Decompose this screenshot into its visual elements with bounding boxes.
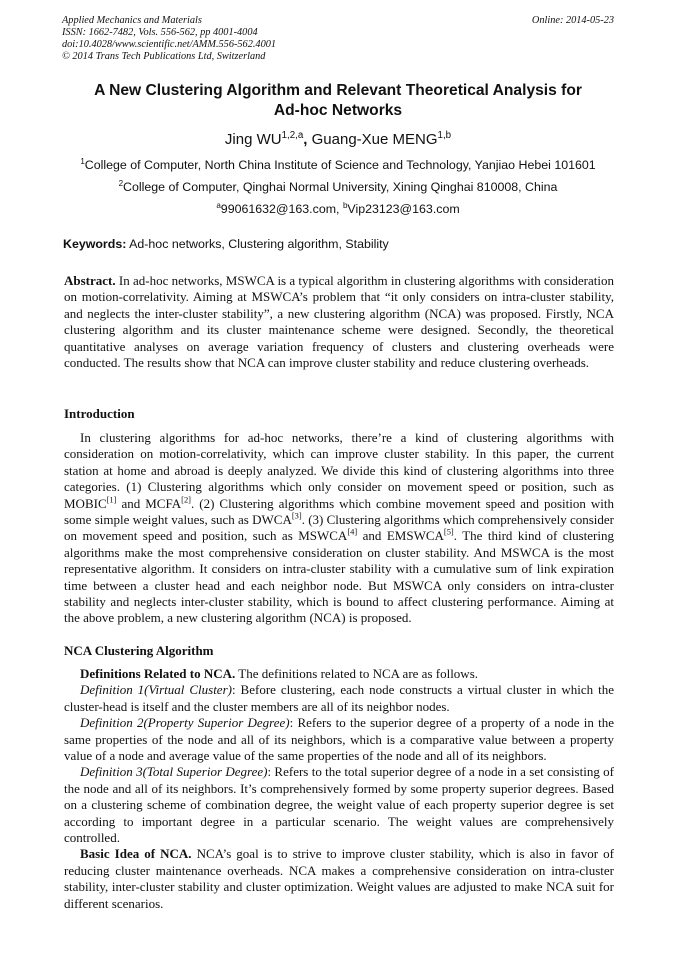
- citation: [4]: [347, 527, 358, 538]
- author-list: [62, 130, 614, 150]
- copyright-line: © 2014 Trans Tech Publications Ltd, Switzerland: [62, 51, 266, 62]
- paragraph-text: : Refers to the total superior degree of a node in a set consisting of the node and all of its neighbors. It’s comprehensively formed by some property superior degrees. Based on a clustering scheme of combination degree, the weight value of each property superior degree is set according to important degree in a particular scenario. The weight values are comprehensively controlled.: [64, 764, 614, 846]
- citation: [1]: [106, 494, 117, 505]
- keywords: [63, 236, 389, 252]
- affiliation: [62, 157, 614, 173]
- section-heading: NCA Clustering Algorithm: [64, 643, 214, 658]
- section-heading: Introduction: [64, 406, 135, 421]
- paragraph-text: : Before clustering, each node constructs a virtual cluster in which the cluster-head is itself and the cluster members are all of its neighbor nodes.: [64, 682, 615, 714]
- citation: [2]: [181, 494, 191, 505]
- email-text: 99061632@163.com,: [220, 202, 340, 216]
- doi-line: doi:10.4028/www.scientific.net/AMM.556-562.4001: [62, 39, 277, 50]
- journal-name: Applied Mechanics and Materials: [62, 15, 202, 26]
- author-affiliation-mark: 1,2,a: [281, 130, 304, 141]
- keywords-text: Ad-hoc networks, Clustering algorithm, Stability: [129, 237, 389, 251]
- citation: [5]: [443, 527, 454, 538]
- affiliation-text: College of Computer, North China Institute of Science and Technology, Yanjiao Hebei 101601: [84, 158, 596, 172]
- keywords-label: Keywords:: [63, 237, 127, 251]
- intro-text: and MCFA: [116, 495, 182, 511]
- title-line-1: A New Clustering Algorithm and Relevant Theoretical Analysis for: [94, 82, 582, 99]
- subsection-label: Definitions Related to NCA.: [80, 666, 236, 681]
- intro-text: . (2) Clustering algorithms which combine movement speed and position with some simple weight values, such as DWCA: [64, 495, 614, 528]
- affiliation: [62, 179, 614, 195]
- online-date: Online: 2014-05-23: [531, 15, 614, 26]
- journal-header: [62, 15, 276, 63]
- email-mark: b: [342, 200, 348, 210]
- title-line-2: Ad-hoc Networks: [273, 102, 403, 119]
- author-name: Guang-Xue MENG: [311, 131, 438, 148]
- abstract-label: Abstract.: [64, 273, 116, 288]
- paper-title: [62, 81, 614, 121]
- author-separator: ,: [303, 131, 308, 148]
- definition-label: Definition 2(Property Superior Degree): [80, 715, 290, 731]
- subsection-label: Basic Idea of NCA.: [80, 846, 192, 862]
- paragraph-text: The definitions related to NCA are as follows.: [235, 666, 478, 681]
- author-name: Jing WU: [224, 131, 282, 148]
- author-affiliation-mark: 1,b: [437, 130, 452, 141]
- email-mark: a: [216, 200, 221, 210]
- affiliation-text: College of Computer, Qinghai Normal University, Xining Qinghai 810008, China: [123, 180, 558, 194]
- citation: [3]: [291, 510, 302, 521]
- paragraph-text: : Refers to the superior degree of a property of a node in the same properties of the node and all of its neighbors, which is a comparative value between a property value of a node and average value of the same properties of the node and all of its neighbors.: [64, 715, 614, 764]
- intro-text: . (3) Clustering algorithms which comprehensively consider on movement speed and position, such as MSWCA: [64, 512, 614, 544]
- definition-label: Definition 3(Total Superior Degree): [80, 764, 268, 780]
- issn-line: ISSN: 1662-7482, Vols. 556-562, pp 4001-4004: [62, 27, 258, 38]
- introduction-body: [64, 430, 614, 627]
- email-text: Vip23123@163.com: [347, 202, 460, 216]
- definition-label: Definition 1(Virtual Cluster): [80, 682, 232, 698]
- affiliation-mark: 2: [118, 178, 124, 188]
- paragraph-text: NCA’s goal is to strive to improve cluster stability, which is also in favor of reducing cluster maintenance overheads. NCA makes a comprehensive consideration on intra-cluster stability, inter-cluster stability and cluster optimization. Weight values are adjusted to make NCA suit for different scenarios.: [64, 846, 615, 911]
- nca-body: [64, 666, 614, 912]
- intro-text: and EMSWCA: [357, 528, 444, 544]
- intro-text: In clustering algorithms for ad-hoc networks, there’re a kind of clustering algorithms with consideration on motion-correlativity, which can improve cluster stability. In this paper, the current station at home and abroad is deeply analyzed. We divide this kind of clustering algorithms into three categories. (1) Clustering algorithms which only consider on movement speed or position, such as MOBIC: [64, 430, 614, 511]
- author-emails: [62, 201, 614, 217]
- affiliation-mark: 1: [80, 156, 85, 166]
- intro-text: . The third kind of clustering algorithms make the most comprehensive consideration on cluster stability. And MSWCA is the most representative algorithm. It considers on intra-cluster stability with a cumulative sum of link expiration time between a cluster head and each neighbor node. But MSWCA only considers on intra-cluster stability and neglects inter-cluster stability, which is bound to affect clustering performance. Aiming at the above problem, a new clustering algorithm (NCA) is proposed.: [64, 528, 614, 626]
- abstract: [64, 273, 614, 371]
- abstract-text: In ad-hoc networks, MSWCA is a typical algorithm in clustering algorithms with consideration on motion-correlativity. Aiming at MSWCA’s problem that “it only considers on intra-cluster stability, and neglects the inter-cluster stability”, a new clustering algorithm (NCA) was proposed. Firstly, NCA clustering algorithm and its cluster maintenance scheme were designed. Secondly, the theoretical quantitative analyses on average variation frequency of clusters and clustering overheads were conducted. The results show that NCA can improve cluster stability and reduce clustering overheads.: [64, 273, 615, 371]
